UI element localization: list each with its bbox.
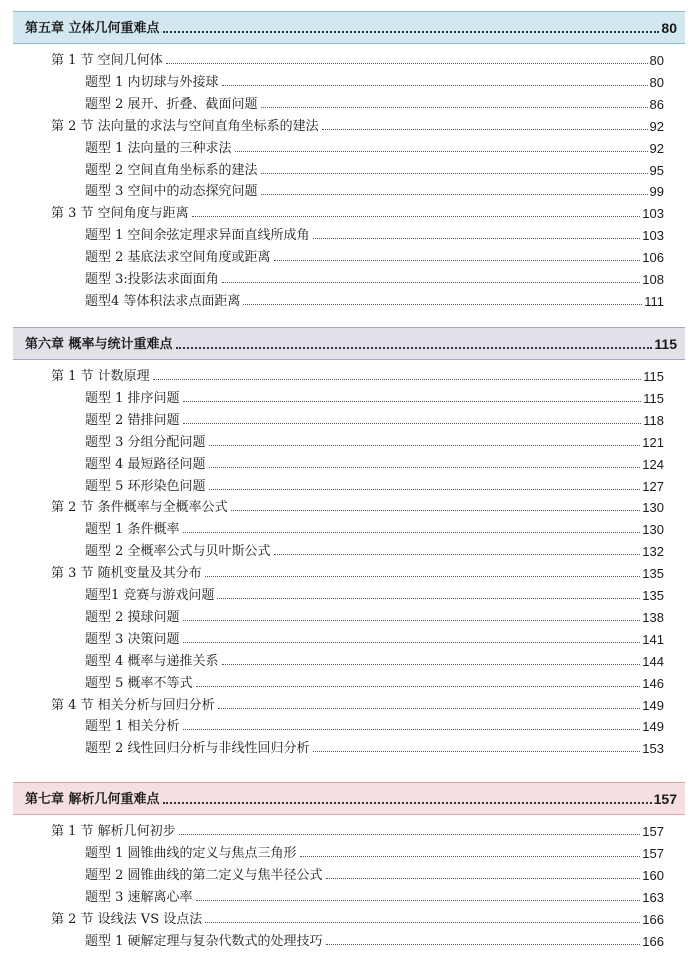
toc-page-number: 118: [643, 412, 664, 428]
dot-leader: [217, 597, 640, 599]
dot-leader: [183, 531, 641, 533]
toc-subsection[interactable]: [85, 224, 664, 245]
toc-page-number: 138: [642, 609, 664, 625]
toc-page-number: 106: [642, 250, 664, 266]
toc-entry-label: 第 1 节 空间几何体: [51, 53, 163, 68]
toc-entry-label: 第 2 节 法向量的求法与空间直角坐标系的建法: [51, 118, 319, 134]
toc-entry-label: 第六章 概率与统计重难点: [25, 337, 173, 352]
toc-page-number: 80: [661, 20, 677, 36]
toc-entry-label: 题型 2 摸球问题: [85, 609, 180, 625]
toc-entry-label: 题型 3 分组分配问题: [85, 434, 206, 450]
dot-leader: [163, 30, 660, 33]
dot-leader: [243, 303, 642, 305]
toc-page-number: 103: [642, 228, 664, 244]
toc-entry-label: 第 1 节 解析几何初步: [51, 824, 176, 839]
toc-page-number: 92: [649, 118, 664, 134]
toc-section[interactable]: [51, 562, 664, 583]
toc-page-number: 130: [642, 522, 664, 538]
toc-page-number: 80: [649, 74, 664, 90]
toc-page-number: 166: [642, 911, 664, 927]
toc-entry-label: 题型 2 展开、折叠、截面问题: [85, 96, 258, 112]
toc-entry-label: 第 2 节 设线法 VS 设点法: [51, 911, 203, 927]
toc-section[interactable]: [51, 365, 664, 386]
dot-leader: [300, 855, 641, 857]
toc-entry-label: 题型 5 概率不等式: [85, 675, 193, 691]
toc-subsection[interactable]: [85, 606, 664, 627]
dot-leader: [192, 215, 641, 217]
toc-page-number: 121: [642, 434, 664, 450]
toc-entry-label: 题型 2 圆锥曲线的第二定义与焦半径公式: [85, 867, 323, 883]
toc-subsection[interactable]: [85, 475, 664, 496]
toc-page-number: 115: [643, 369, 664, 384]
dot-leader: [222, 281, 641, 283]
toc-chapter[interactable]: [13, 11, 685, 44]
toc-entry-label: 题型 1 法向量的三种求法: [85, 140, 232, 156]
toc-entry-label: 题型 2 空间直角坐标系的建法: [85, 162, 258, 178]
toc-subsection[interactable]: [85, 409, 664, 430]
dot-leader: [274, 259, 641, 261]
dot-leader: [153, 378, 642, 380]
dot-leader: [209, 466, 641, 468]
toc-page-number: 80: [649, 53, 664, 68]
toc-entry-label: 题型 2 错排问题: [85, 412, 180, 428]
dot-leader: [222, 84, 648, 86]
toc-entry-label: 题型 1 内切球与外接球: [85, 74, 219, 90]
toc-entry-label: 第 1 节 计数原理: [51, 369, 150, 384]
toc-page-number: 115: [654, 336, 677, 352]
toc-section[interactable]: [51, 820, 664, 841]
dot-leader: [179, 833, 641, 835]
toc-entry-label: 题型 3 空间中的动态探究问题: [85, 184, 258, 200]
toc-entry-label: 题型1 竞赛与游戏问题: [85, 588, 215, 603]
toc-subsection[interactable]: [85, 159, 664, 180]
toc-subsection[interactable]: [85, 180, 664, 201]
toc-subsection[interactable]: [85, 864, 664, 885]
toc-subsection[interactable]: [85, 584, 664, 605]
toc-entry-label: 题型 2 基底法求空间角度或距离: [85, 250, 271, 266]
toc-subsection[interactable]: [85, 431, 664, 452]
toc-subsection[interactable]: [85, 387, 664, 408]
toc-page-number: 163: [642, 889, 664, 905]
toc-page-number: 103: [642, 206, 664, 222]
toc-entry-label: 第 3 节 随机变量及其分布: [51, 566, 202, 582]
toc-entry-label: 题型 1 圆锥曲线的定义与焦点三角形: [85, 845, 297, 861]
toc-entry-label: 题型 5 环形染色问题: [85, 478, 206, 494]
toc-subsection[interactable]: [85, 886, 664, 907]
toc-entry-label: 题型4 等体积法求点面距离: [85, 293, 241, 309]
dot-leader: [183, 422, 642, 424]
dot-leader: [209, 488, 641, 490]
dot-leader: [261, 193, 648, 195]
toc-chapter[interactable]: [13, 782, 685, 815]
toc-entry-label: 题型 3:投影法求面面角: [85, 272, 219, 287]
dot-leader: [313, 750, 641, 752]
toc-page-number: 95: [649, 162, 664, 178]
toc-page-number: 130: [642, 500, 664, 516]
toc-subsection[interactable]: [85, 540, 664, 561]
dot-leader: [183, 641, 641, 643]
toc-page-number: 86: [649, 96, 664, 112]
toc-entry-label: 题型 1 条件概率: [85, 522, 180, 538]
dot-leader: [235, 150, 648, 152]
toc-subsection[interactable]: [85, 71, 664, 92]
toc-page-number: 157: [653, 791, 677, 807]
toc-page-number: 115: [643, 390, 664, 406]
dot-leader: [183, 619, 641, 621]
toc-chapter[interactable]: [13, 327, 685, 360]
dot-leader: [166, 62, 648, 64]
toc-page-number: 166: [642, 933, 664, 949]
toc-entry-label: 第五章 立体几何重难点: [25, 21, 160, 36]
dot-leader: [209, 444, 641, 446]
toc-entry-label: 题型 2 全概率公式与贝叶斯公式: [85, 544, 271, 560]
toc-section[interactable]: [51, 694, 664, 715]
toc-subsection[interactable]: [85, 268, 664, 289]
toc-page-number: 92: [649, 140, 664, 156]
toc-section[interactable]: [51, 496, 664, 517]
toc-entry-label: 题型 1 空间余弦定理求异面直线所成角: [85, 228, 310, 244]
toc-page-number: 108: [642, 272, 664, 287]
toc-entry-label: 题型 4 最短路径问题: [85, 456, 206, 472]
dot-leader: [163, 801, 652, 804]
dot-leader: [261, 172, 648, 174]
dot-leader: [196, 685, 641, 687]
dot-leader: [205, 575, 641, 577]
toc-subsection[interactable]: [85, 737, 664, 758]
toc-subsection[interactable]: [85, 137, 664, 158]
dot-leader: [322, 128, 648, 130]
toc-entry-label: 题型 1 相关分析: [85, 719, 180, 735]
toc-entry-label: 第 4 节 相关分析与回归分析: [51, 697, 215, 713]
toc-entry-label: 第七章 解析几何重难点: [25, 792, 160, 807]
toc-subsection[interactable]: [85, 93, 664, 114]
dot-leader: [274, 553, 641, 555]
toc-page-number: 124: [642, 456, 664, 472]
dot-leader: [196, 899, 641, 901]
toc-page-number: 99: [649, 184, 664, 200]
toc-section[interactable]: [51, 908, 664, 929]
toc-page-number: 135: [642, 566, 664, 582]
toc-subsection[interactable]: [85, 842, 664, 863]
dot-leader: [176, 346, 653, 349]
toc-subsection[interactable]: [85, 650, 664, 671]
toc-page-number: 135: [642, 588, 664, 603]
toc-entry-label: 第 2 节 条件概率与全概率公式: [51, 500, 228, 516]
dot-leader: [231, 509, 641, 511]
toc-entry-label: 题型 4 概率与递推关系: [85, 653, 219, 669]
toc-subsection[interactable]: [85, 715, 664, 736]
toc-section[interactable]: [51, 115, 664, 136]
toc-subsection[interactable]: [85, 672, 664, 693]
toc-entry-label: 题型 1 排序问题: [85, 390, 180, 406]
toc-subsection[interactable]: [85, 290, 664, 311]
toc-page-number: 157: [642, 845, 664, 861]
dot-leader: [183, 400, 642, 402]
dot-leader: [261, 106, 648, 108]
toc-page-number: 144: [642, 653, 664, 669]
toc-entry-label: 题型 2 线性回归分析与非线性回归分析: [85, 741, 310, 757]
toc-section[interactable]: [51, 49, 664, 70]
dot-leader: [326, 877, 641, 879]
dot-leader: [218, 707, 641, 709]
dot-leader: [183, 728, 641, 730]
toc-page-number: 132: [642, 544, 664, 560]
toc-entry-label: 题型 3 决策问题: [85, 631, 180, 647]
toc-subsection[interactable]: [85, 518, 664, 539]
toc-page-number: 127: [642, 478, 664, 494]
toc-page-number: 146: [642, 675, 664, 691]
dot-leader: [222, 663, 641, 665]
toc-subsection[interactable]: [85, 453, 664, 474]
toc-entry-label: 题型 3 速解离心率: [85, 889, 193, 905]
toc-page-number: 160: [642, 867, 664, 883]
toc-page-number: 149: [642, 719, 664, 735]
toc-page-number: 111: [644, 293, 664, 309]
toc-section[interactable]: [51, 202, 664, 223]
toc-page-number: 141: [642, 631, 664, 647]
toc-subsection[interactable]: [85, 246, 664, 267]
toc-entry-label: 题型 1 硬解定理与复杂代数式的处理技巧: [85, 933, 323, 949]
toc-page-number: 153: [642, 741, 664, 757]
toc-subsection[interactable]: [85, 628, 664, 649]
toc-page-number: 149: [642, 697, 664, 713]
toc-subsection[interactable]: [85, 930, 664, 951]
toc-entry-label: 第 3 节 空间角度与距离: [51, 206, 189, 222]
dot-leader: [326, 943, 641, 945]
toc-page-number: 157: [642, 824, 664, 839]
dot-leader: [205, 921, 640, 923]
dot-leader: [313, 237, 641, 239]
